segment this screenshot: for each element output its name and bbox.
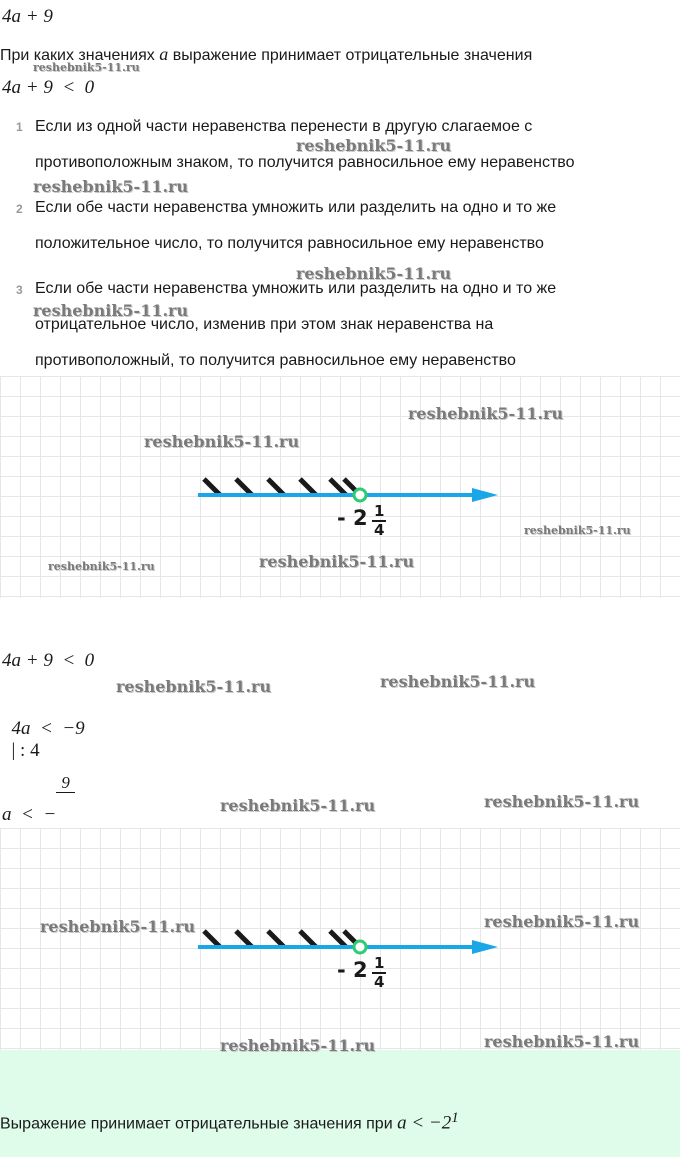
answer-text: Выражение принимает отрицательные значения при [0,1115,393,1133]
arrow-head-icon [472,488,498,502]
question-text-after: выражение принимает отрицательные значения [172,47,533,64]
rule-number: 2 [16,202,23,216]
point-whole: - 2 [337,506,368,530]
point-label [337,506,368,530]
question-text-before: При каких значениях [0,47,155,64]
watermark: reshebnik5-11.ru [296,136,452,155]
answer-box [0,1050,680,1157]
answer-sup: 1 [451,1110,459,1126]
watermark: reshebnik5-11.ru [524,524,631,537]
answer-math: a < −2 [397,1112,452,1134]
solution-line-3-left: a < − [2,803,57,825]
watermark: reshebnik5-11.ru [116,677,272,696]
watermark: reshebnik5-11.ru [33,301,189,320]
answer [0,1110,459,1134]
point-whole: - 2 [337,958,368,982]
watermark: reshebnik5-11.ru [296,264,452,283]
point-num: 1 [374,502,385,520]
rule-number: 3 [16,283,23,297]
hatch-marks [204,479,360,495]
hatch-marks [204,931,360,947]
rule-line: Если обе части неравенства умножить или разделить на одно и то же [35,280,557,297]
watermark: reshebnik5-11.ru [408,404,564,423]
number-line-svg-2 [0,828,680,1050]
point-num: 1 [374,954,385,972]
point-den: 4 [374,521,385,539]
watermark: reshebnik5-11.ru [33,61,140,74]
watermark: reshebnik5-11.ru [380,672,536,691]
inequality: 4a + 9 < 0 [2,77,95,98]
rule-line: противоположным знаком, то получится равносильное ему неравенство [35,154,575,171]
watermark: reshebnik5-11.ru [220,1036,376,1055]
watermark: reshebnik5-11.ru [33,177,189,196]
open-point-icon [354,941,366,953]
watermark: reshebnik5-11.ru [220,796,376,815]
solution-line-2-right: | : 4 [11,740,40,761]
solution-line-2-left: 4a < −9 [11,718,85,739]
watermark: reshebnik5-11.ru [484,1032,640,1051]
point-fraction [372,503,386,539]
rule-line: Если из одной части неравенства перенести в другую слагаемое с [35,118,533,135]
watermark: reshebnik5-11.ru [40,917,196,936]
watermark: reshebnik5-11.ru [484,792,640,811]
watermark: reshebnik5-11.ru [144,432,300,451]
watermark: reshebnik5-11.ru [259,552,415,571]
watermark: reshebnik5-11.ru [48,560,155,573]
point-fraction [372,955,386,991]
point-label [337,958,368,982]
number-line-figure-2 [0,828,680,1050]
question-variable: a [159,44,169,64]
fraction-numerator: 9 [56,774,75,793]
rule-line: отрицательное число, изменив при этом знак неравенства на [35,316,494,333]
rule-line: Если обе части неравенства умножить или разделить на одно и то же [35,199,557,216]
arrow-head-icon [472,940,498,954]
solution-line-1: 4a + 9 < 0 [2,650,95,671]
open-point-icon [354,489,366,501]
watermark: reshebnik5-11.ru [484,912,640,931]
rule-line: положительное число, то получится равносильное ему неравенство [35,235,544,252]
rule-line: противоположный, то получится равносильное ему неравенство [35,352,516,369]
rule-number: 1 [16,120,23,134]
header-expression: 4a + 9 [2,6,53,27]
point-den: 4 [374,973,385,991]
